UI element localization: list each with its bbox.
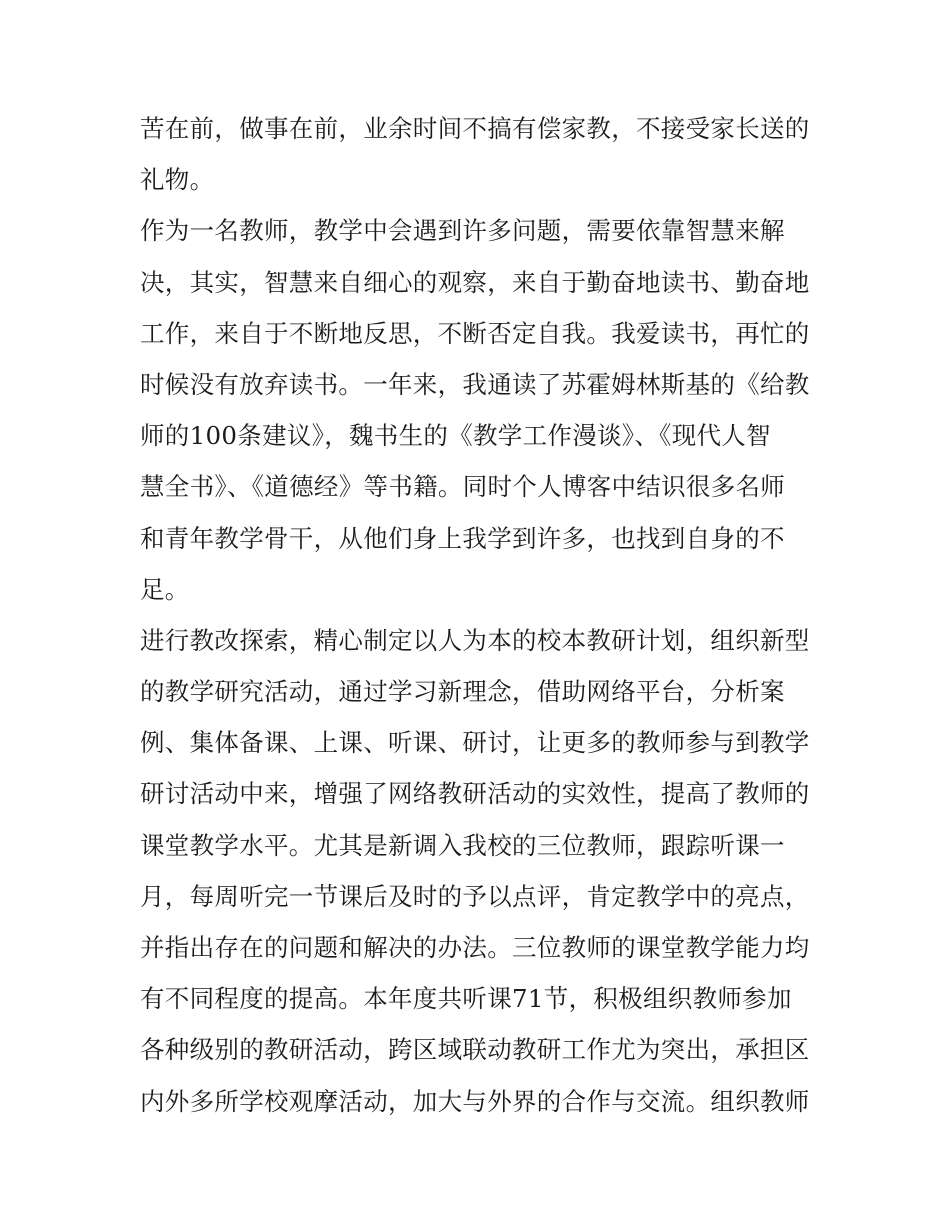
text-line: 作为一名教师，教学中会遇到许多问题，需要依靠智慧来解 bbox=[140, 216, 785, 246]
text-line: 例、集体备课、上课、听课、研讨，让更多的教师参与到教学 bbox=[140, 728, 810, 758]
text-line: 各种级别的教研活动，跨区域联动教研工作尤为突出，承担区 bbox=[140, 1035, 810, 1065]
text-line: 内外多所学校观摩活动，加大与外界的合作与交流。组织教师 bbox=[140, 1086, 810, 1116]
text-line: 进行教改探索，精心制定以人为本的校本教研计划，组织新型 bbox=[140, 625, 810, 655]
document-body bbox=[140, 103, 815, 1127]
text-line: 课堂教学水平。尤其是新调入我校的三位教师，跟踪听课一 bbox=[140, 830, 785, 860]
text-line: 足。 bbox=[140, 574, 190, 604]
text-line: 慧全书》、《道德经》等书籍。同时个人博客中结识很多名师 bbox=[140, 472, 786, 502]
text-line: 研讨活动中来，增强了网络教研活动的实效性，提高了教师的 bbox=[140, 779, 810, 809]
text-line: 月，每周听完一节课后及时的予以点评，肯定教学中的亮点， bbox=[140, 881, 810, 911]
text-line: 时候没有放弃读书。一年来，我通读了苏霍姆林斯基的《给教 bbox=[140, 369, 810, 399]
text-line: 有不同程度的提高。本年度共听课71节，积极组织教师参加 bbox=[140, 984, 792, 1014]
text-line: 并指出存在的问题和解决的办法。三位教师的课堂教学能力均 bbox=[140, 933, 810, 962]
text-line: 苦在前，做事在前，业余时间不搞有偿家教，不接受家长送的 bbox=[140, 114, 810, 143]
text-line: 师的100条建议》，魏书生的《教学工作漫谈》、《现代人智 bbox=[140, 421, 771, 451]
text-line: 礼物。 bbox=[140, 165, 215, 195]
text-line: 决，其实，智慧来自细心的观察，来自于勤奋地读书、勤奋地 bbox=[140, 267, 810, 297]
text-line: 和青年教学骨干，从他们身上我学到许多，也找到自身的不 bbox=[140, 523, 785, 553]
text-line: 工作，来自于不断地反思，不断否定自我。我爱读书，再忙的 bbox=[140, 318, 810, 348]
text-line: 的教学研究活动，通过学习新理念，借助网络平台，分析案 bbox=[140, 677, 785, 707]
